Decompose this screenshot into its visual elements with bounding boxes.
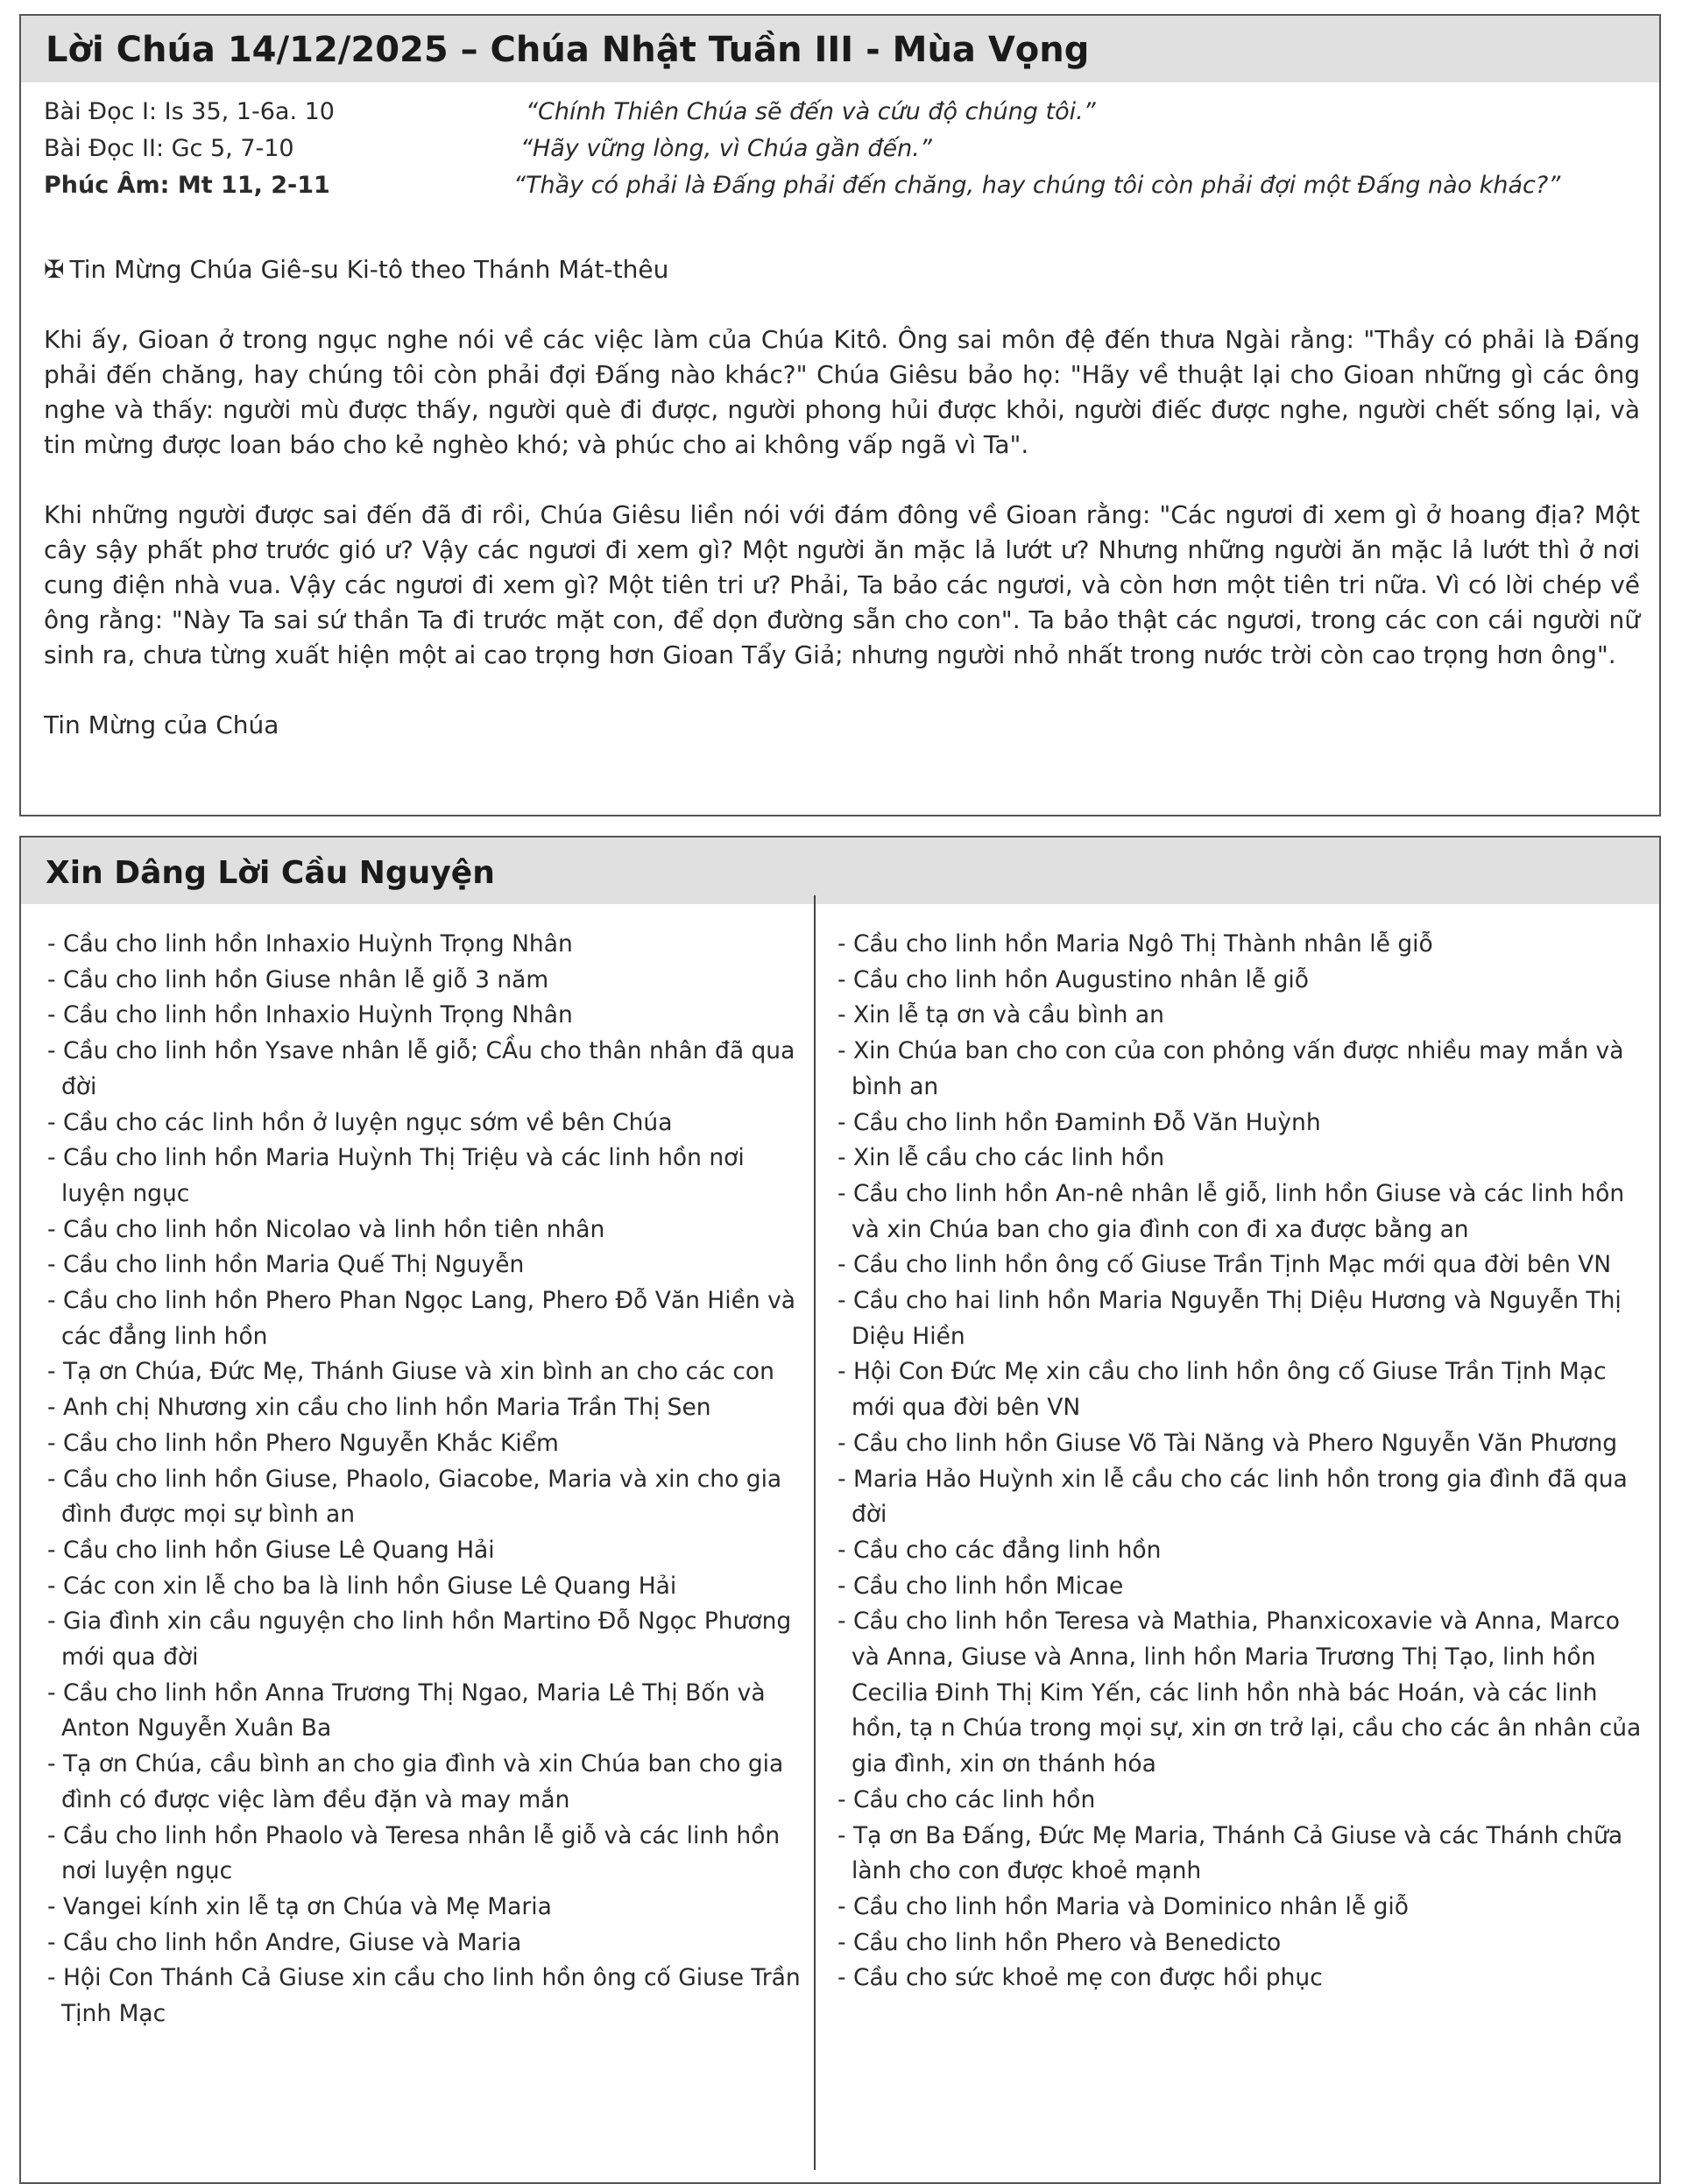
prayer-item: - Gia đình xin cầu nguyện cho linh hồn Martino Đỗ Ngọc Phương mới qua đời: [47, 1608, 792, 1672]
gospel-paragraph: Khi những người được sai đến đã đi rồi, Chúa Giêsu liền nói với đám đông về Gioan rằng: "Các ngươi đi xem gì ở hoang địa? Một cây sậy phất phơ trước gió ư? Vậy các ngươi đi xem gì? Một người ăn mặc lả lướt ư? Nhưng những người ăn mặc lả lướt thì ở nơi cung điện nhà vua. Vậy các ngươi đi xem gì? Một tiên tri ư? Phải, Ta bảo các ngươi, và còn hơn một tiên tri nữa. Vì có lời chép về ông rằng: "Này Ta sai sứ thần Ta đi trước mặt con, để dọn đường sẵn cho con". Ta bảo thật các ngươi, trong các con cái người nữ sinh ra, chưa từng xuất hiện một ai cao trọng hơn Gioan Tẩy Giả; nhưng người nhỏ nhất trong nước trời còn cao trọng hơn ông".: [44, 500, 1640, 669]
prayer-item: - Cầu cho linh hồn Đaminh Đỗ Văn Huỳnh: [837, 1108, 1321, 1136]
prayer-item: - Cầu cho linh hồn Phero Nguyễn Khắc Kiểm: [47, 1429, 559, 1457]
prayer-item: - Cầu cho linh hồn Micae: [837, 1572, 1124, 1600]
prayer-item: - Cầu cho linh hồn An-nê nhân lễ giỗ, linh hồn Giuse và các linh hồn và xin Chúa ban cho gia đình con đi xa được bằng an: [837, 1179, 1625, 1243]
reading-row: [44, 98, 1638, 135]
prayer-item: - Tạ ơn Chúa, cầu bình an cho gia đình và xin Chúa ban cho gia đình có được việc làm đều đặn và may mắn: [47, 1750, 784, 1813]
gospel-intro-text: Tin Mừng Chúa Giê-su Ki-tô theo Thánh Mát-thêu: [69, 255, 669, 284]
prayer-item: - Cầu cho linh hồn Anna Trương Thị Ngao, Maria Lê Thị Bốn và Anton Nguyễn Xuân Ba: [47, 1679, 766, 1742]
cross-icon: ✠: [44, 255, 65, 284]
prayer-item: - Tạ ơn Chúa, Đức Mẹ, Thánh Giuse và xin bình an cho các con: [47, 1358, 774, 1386]
prayer-item: - Cầu cho linh hồn Inhaxio Huỳnh Trọng Nhân: [47, 930, 573, 958]
prayer-item: - Cầu cho linh hồn Ysave nhân lễ giỗ; CẦu cho thân nhân đã qua đời: [47, 1037, 795, 1100]
prayer-item: - Cầu cho hai linh hồn Maria Nguyễn Thị Diệu Hương và Nguyễn Thị Diệu Hiền: [837, 1287, 1622, 1350]
prayer-item: - Cầu cho các đẳng linh hồn: [837, 1536, 1162, 1564]
prayer-item: - Cầu cho linh hồn Phero và Benedicto: [837, 1928, 1282, 1956]
reading-ref: Bài Đọc II: Gc 5, 7-10: [44, 135, 294, 162]
prayer-item: - Cầu cho các linh hồn: [837, 1785, 1096, 1813]
prayer-section: [19, 836, 1661, 2184]
readings-list: [44, 98, 1638, 209]
prayer-item: - Cầu cho linh hồn Augustino nhân lễ giỗ: [837, 965, 1309, 993]
reading-ref: Bài Đọc I: Is 35, 1-6a. 10: [44, 98, 335, 125]
prayer-item: - Cầu cho linh hồn ông cố Giuse Trần Tịnh Mạc mới qua đời bên VN: [837, 1251, 1612, 1279]
prayer-item: - Tạ ơn Ba Đấng, Đức Mẹ Maria, Thánh Cả Giuse và các Thánh chữa lành cho con được khoẻ mạnh: [837, 1821, 1623, 1885]
gospel-closing: Tin Mừng của Chúa: [44, 710, 279, 739]
prayer-item: - Cầu cho linh hồn Teresa và Mathia, Phanxicoxavie và Anna, Marco và Anna, Giuse và Anna, linh hồn Maria Trương Thị Tạo, linh hồn Cecilia Đinh Thị Kim Yến, các linh hồn nhà bác Hoán, và các linh hồn, tạ n Chúa trong mọi sự, xin ơn trở lại, cầu cho các ân nhân của gia đình, xin ơn thánh hóa: [837, 1608, 1642, 1778]
prayer-item: - Cầu cho linh hồn Nicolao và linh hồn tiên nhân: [47, 1215, 605, 1243]
prayer-item: - Cầu cho linh hồn Maria và Dominico nhân lễ giỗ: [837, 1892, 1409, 1920]
prayer-item: - Cầu cho linh hồn Inhaxio Huỳnh Trọng Nhân: [47, 1001, 573, 1029]
reading-section: [19, 14, 1661, 816]
gospel-text: [44, 252, 1640, 778]
prayer-item: - Cầu cho linh hồn Maria Huỳnh Thị Triệu và các linh hồn nơi luyện ngục: [47, 1144, 745, 1207]
reading-quote: “Chính Thiên Chúa sẽ đến và cứu độ chúng tôi.”: [526, 98, 1096, 125]
prayer-item: - Cầu cho linh hồn Andre, Giuse và Maria: [47, 1928, 522, 1956]
prayer-item: - Cầu cho linh hồn Phero Phan Ngọc Lang, Phero Đỗ Văn Hiền và các đẳng linh hồn: [47, 1287, 796, 1350]
prayer-item: - Xin Chúa ban cho con của con phỏng vấn được nhiều may mắn và bình an: [837, 1037, 1624, 1100]
gospel-paragraph: Khi ấy, Gioan ở trong ngục nghe nói về các việc làm của Chúa Kitô. Ông sai môn đệ đến thưa Ngài rằng: "Thầy có phải là Đấng phải đến chăng, hay chúng tôi còn phải đợi Đấng nào khác?" Chúa Giêsu bảo họ: "Hãy về thuật lại cho Gioan những gì các ông nghe và thấy: người mù được thấy, người què đi được, người phong hủi được khỏi, người điếc được nghe, người chết sống lại, và tin mừng được loan báo cho kẻ nghèo khó; và phúc cho ai không vấp ngã vì Ta".: [44, 325, 1640, 459]
reading-ref: Phúc Âm: Mt 11, 2-11: [44, 172, 330, 199]
prayer-item: - Cầu cho linh hồn Giuse Lê Quang Hải: [47, 1536, 495, 1564]
prayer-item: - Xin lễ tạ ơn và cầu bình an: [837, 1001, 1164, 1029]
prayer-item: - Cầu cho linh hồn Giuse nhân lễ giỗ 3 năm: [47, 965, 549, 993]
prayer-title: Xin Dâng Lời Cầu Nguyện: [21, 838, 1659, 904]
prayer-list-right: [830, 927, 1645, 1997]
prayer-item: - Cầu cho các linh hồn ở luyện ngục sớm về bên Chúa: [47, 1108, 673, 1136]
reading-quote: “Thầy có phải là Đấng phải đến chăng, hay chúng tôi còn phải đợi một Đấng nào khác?”: [513, 172, 1561, 199]
prayer-item: - Cầu cho linh hồn Phaolo và Teresa nhân lễ giỗ và các linh hồn nơi luyện ngục: [47, 1821, 781, 1885]
prayer-item: - Cầu cho linh hồn Maria Ngô Thị Thành nhân lễ giỗ: [837, 930, 1433, 958]
prayer-item: - Hội Con Thánh Cả Giuse xin cầu cho linh hồn ông cố Giuse Trần Tịnh Mạc: [47, 1964, 801, 2028]
column-divider: [814, 895, 816, 2170]
prayer-item: - Các con xin lễ cho ba là linh hồn Giuse Lê Quang Hải: [47, 1572, 677, 1600]
prayer-item: - Maria Hảo Huỳnh xin lễ cầu cho các linh hồn trong gia đình đã qua đời: [837, 1465, 1628, 1529]
prayer-item: - Cầu cho linh hồn Giuse Võ Tài Năng và Phero Nguyễn Văn Phương: [837, 1429, 1618, 1457]
prayer-item: - Cầu cho linh hồn Giuse, Phaolo, Giacobe, Maria và xin cho gia đình được mọi sự bình an: [47, 1465, 782, 1529]
prayer-item: - Hội Con Đức Mẹ xin cầu cho linh hồn ông cố Giuse Trần Tịnh Mạc mới qua đời bên VN: [837, 1358, 1607, 1422]
reading-row: [44, 172, 1638, 209]
prayer-item: - Cầu cho sức khoẻ mẹ con được hồi phục: [837, 1964, 1323, 1992]
prayer-item: - Anh chị Nhương xin cầu cho linh hồn Maria Trần Thị Sen: [47, 1394, 711, 1422]
reading-row: [44, 135, 1638, 172]
gospel-intro: [44, 252, 1640, 287]
prayer-item: - Vangei kính xin lễ tạ ơn Chúa và Mẹ Maria: [47, 1892, 552, 1920]
reading-quote: “Hãy vững lòng, vì Chúa gần đến.”: [520, 135, 932, 162]
reading-title: Lời Chúa 14/12/2025 – Chúa Nhật Tuần III - Mùa Vọng: [21, 16, 1659, 82]
prayer-list-left: [40, 927, 813, 2032]
prayer-item: - Cầu cho linh hồn Maria Quế Thị Nguyễn: [47, 1251, 525, 1279]
prayer-item: - Xin lễ cầu cho các linh hồn: [837, 1144, 1165, 1172]
